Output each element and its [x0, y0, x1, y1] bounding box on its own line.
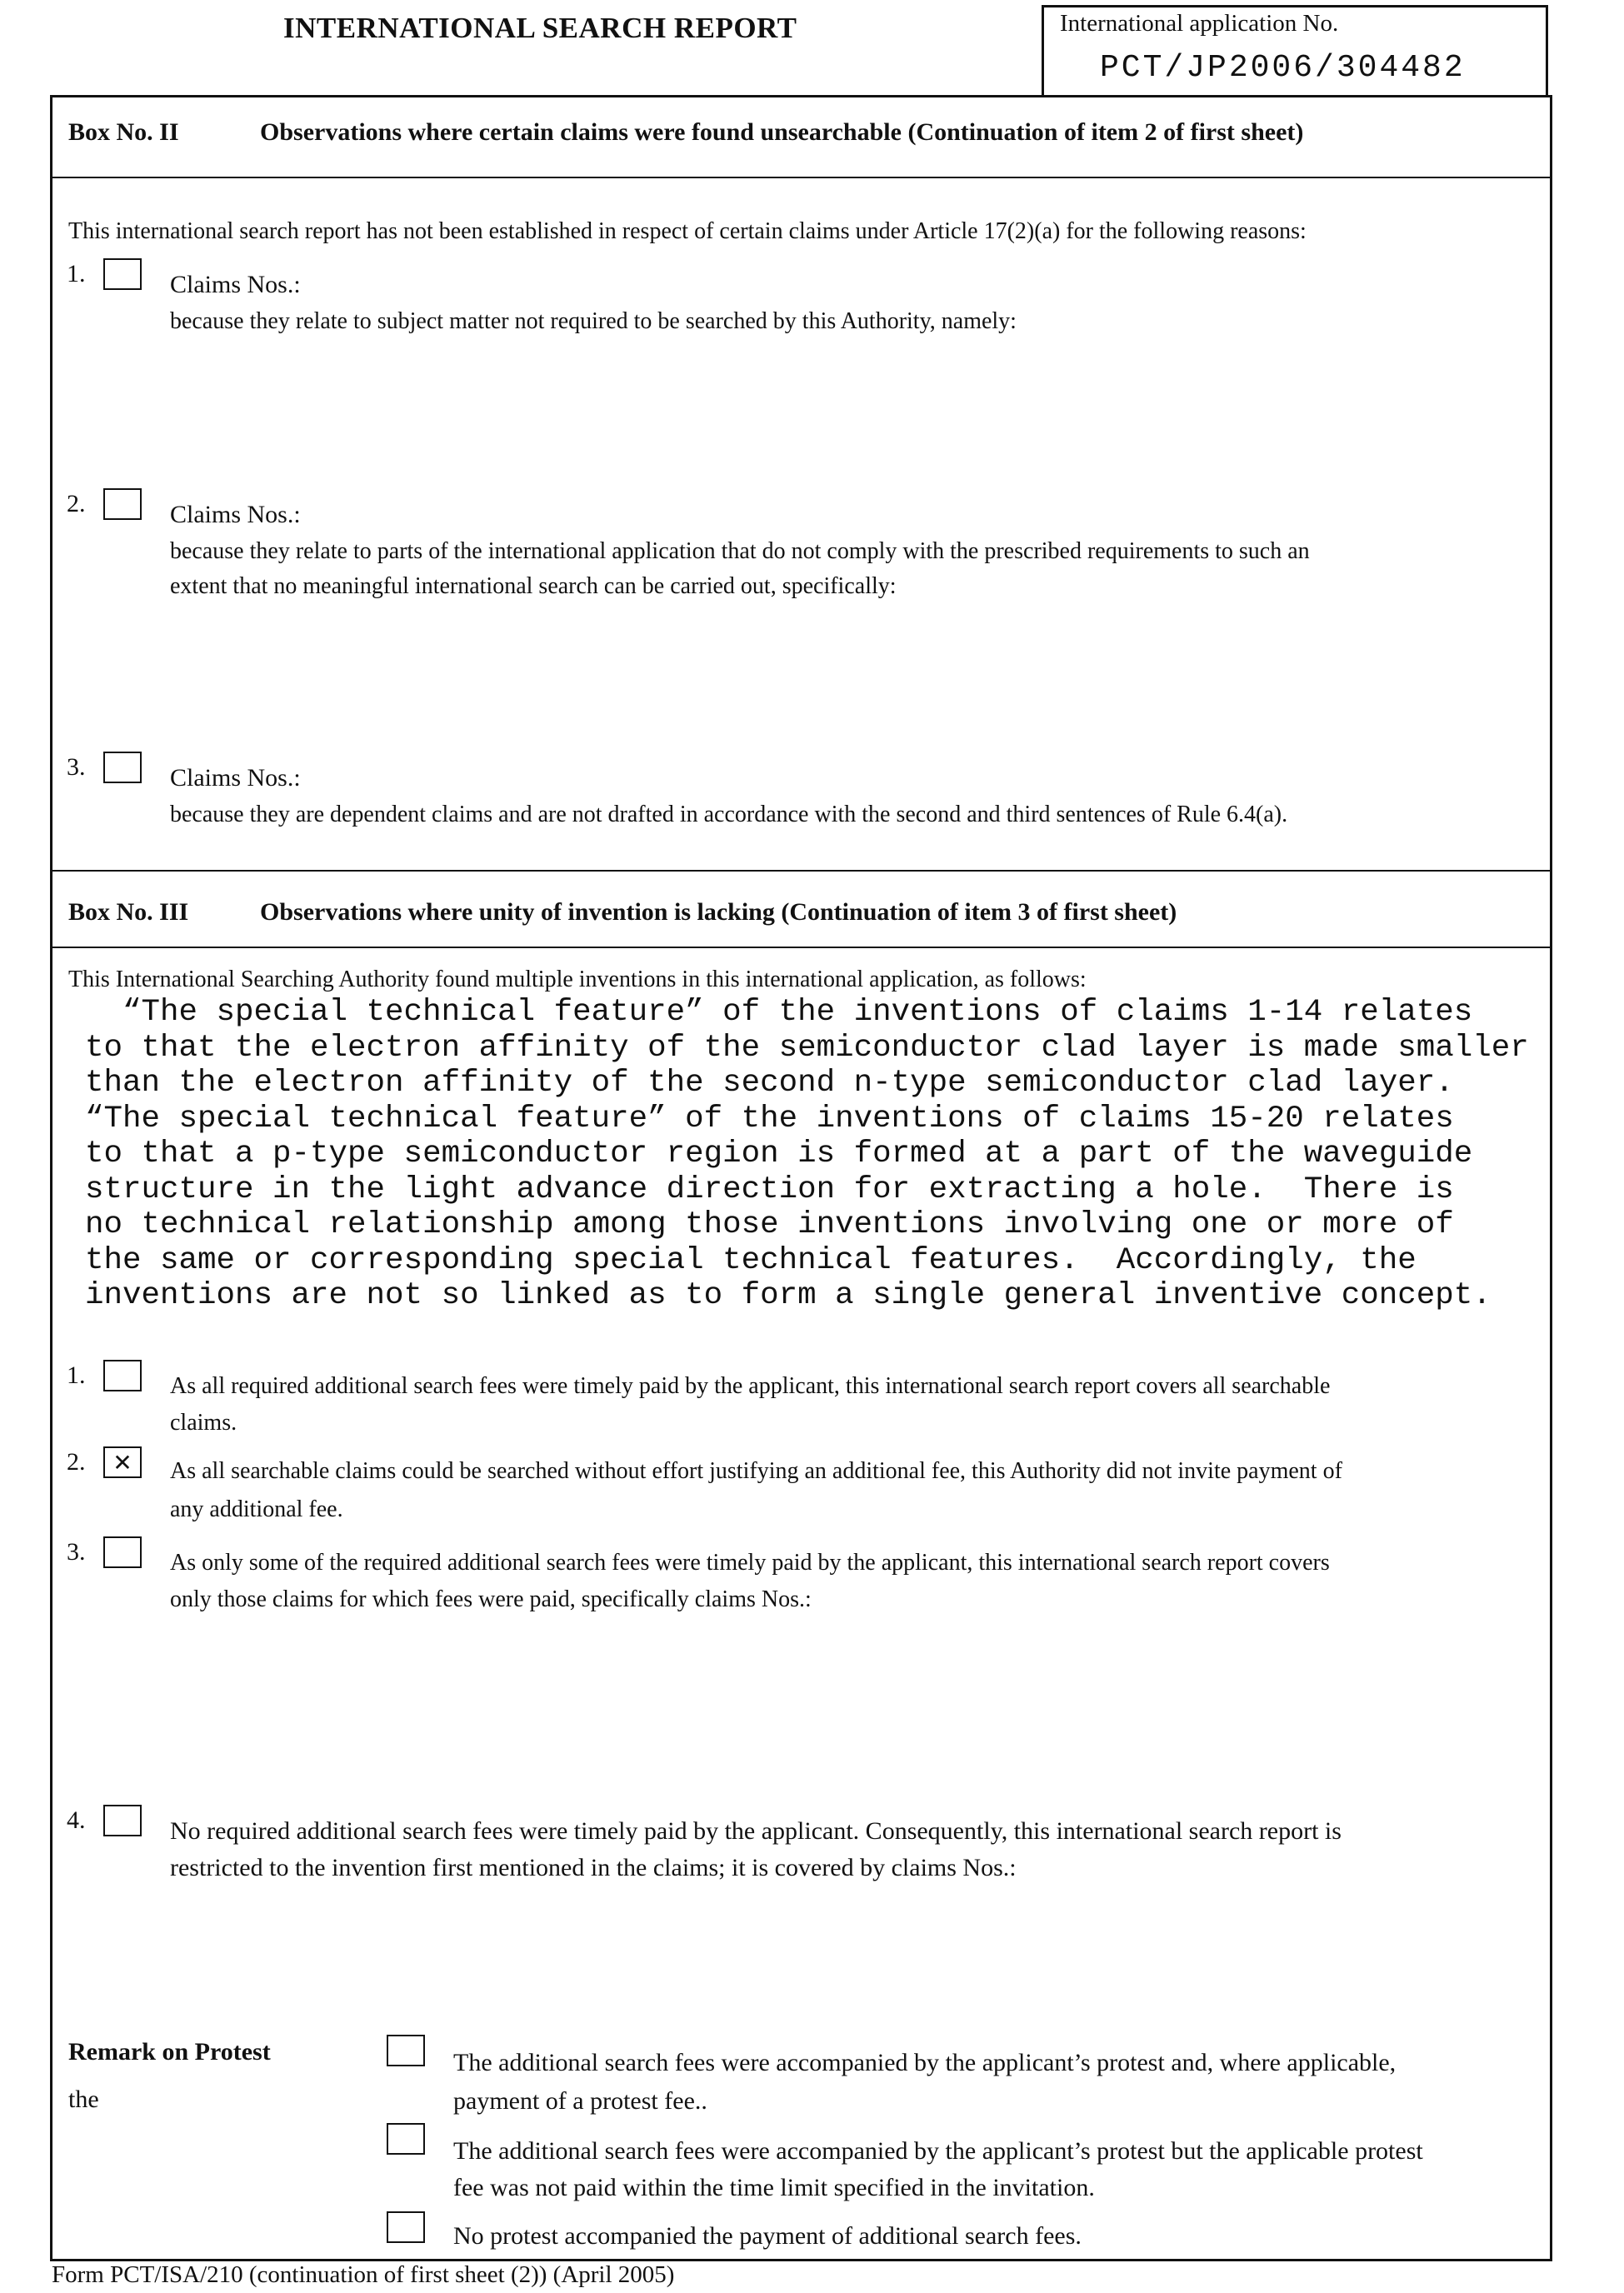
box3-item-number: 1. [67, 1361, 86, 1389]
protest-option-text: The additional search fees were accompanied by the applicant’s protest but the applicable protest [453, 2137, 1423, 2165]
box2-item-number: 2. [67, 490, 86, 517]
check-x-icon: ✕ [112, 1448, 132, 1476]
observation-line: structure in the light advance direction for extracting a hole. There is [85, 1171, 1454, 1207]
box3-title: Observations where unity of invention is lacking (Continuation of item 3 of first sheet) [260, 898, 1177, 926]
box3-item-number: 4. [67, 1806, 86, 1834]
box2-intro: This international search report has not been established in respect of certain claims under Article 17(2)(a) for the following reasons: [68, 218, 1307, 244]
box3-item-text: only those claims for which fees were paid, specifically claims Nos.: [170, 1586, 812, 1612]
observation-line: “The special technical feature” of the inventions of claims 1-14 relates [85, 995, 1473, 1030]
box3-item-number: 2. [67, 1448, 86, 1476]
box2-item-number: 3. [67, 753, 86, 781]
box3-item3-checkbox[interactable] [103, 1536, 142, 1568]
observation-line: the same or corresponding special technical features. Accordingly, the [85, 1242, 1417, 1278]
form-footer: Form PCT/ISA/210 (continuation of first sheet (2)) (April 2005) [52, 2261, 675, 2288]
box2-item-heading: Claims Nos.: [170, 764, 301, 792]
divider-box3-start [50, 870, 1552, 872]
observation-line: inventions are not so linked as to form a single general inventive concept. [85, 1278, 1492, 1313]
box3-label: Box No. III [68, 898, 189, 926]
protest-option1-checkbox[interactable] [387, 2035, 425, 2066]
box3-item1-checkbox[interactable] [103, 1360, 142, 1391]
box2-item-number: 1. [67, 260, 86, 287]
divider-box2-header [50, 177, 1552, 178]
observation-line: “The special technical feature” of the inventions of claims 15-20 relates [85, 1101, 1454, 1137]
box2-item-text: because they relate to parts of the international application that do not comply with the prescribed requirements to such an [170, 538, 1310, 564]
report-title: INTERNATIONAL SEARCH REPORT [283, 12, 797, 44]
protest-option-text: The additional search fees were accompanied by the applicant’s protest and, where applicable, [453, 2049, 1397, 2076]
unity-observation [85, 995, 1529, 1314]
observation-line: to that the electron affinity of the semiconductor clad layer is made smaller [85, 1030, 1529, 1066]
box2-item2-checkbox[interactable] [103, 488, 142, 520]
protest-option-text: No protest accompanied the payment of additional search fees. [453, 2222, 1082, 2250]
box3-item-text: As only some of the required additional search fees were timely paid by the applicant, this international search report covers [170, 1550, 1330, 1576]
box3-intro: This International Searching Authority found multiple inventions in this international application, as follows: [68, 967, 1087, 992]
box3-item-text: No required additional search fees were timely paid by the applicant. Consequently, this international search report is [170, 1817, 1342, 1845]
protest-option3-checkbox[interactable] [387, 2211, 425, 2243]
box2-item-text: because they relate to subject matter not required to be searched by this Authority, namely: [170, 308, 1017, 334]
box3-item4-checkbox[interactable] [103, 1805, 142, 1836]
protest-option2-checkbox[interactable] [387, 2123, 425, 2155]
protest-option-text: fee was not paid within the time limit specified in the invitation. [453, 2174, 1095, 2201]
application-number-label: International application No. [1060, 10, 1339, 37]
protest-sublabel: the [68, 2086, 99, 2113]
box2-item1-checkbox[interactable] [103, 258, 142, 290]
box3-item-text: restricted to the invention first mentioned in the claims; it is covered by claims Nos.: [170, 1854, 1017, 1881]
box3-item-text: As all required additional search fees were timely paid by the applicant, this international search report covers all searchable [170, 1373, 1331, 1399]
box2-item-text: extent that no meaningful international search can be carried out, specifically: [170, 573, 897, 599]
box2-item-heading: Claims Nos.: [170, 501, 301, 528]
protest-label: Remark on Protest [68, 2038, 271, 2066]
observation-line: than the electron affinity of the second n-type semiconductor clad layer. [85, 1066, 1454, 1101]
divider-box3-header [50, 947, 1552, 948]
box3-item-text: As all searchable claims could be searched without effort justifying an additional fee, this Authority did not invite payment of [170, 1458, 1342, 1484]
application-number: PCT/JP2006/304482 [1100, 50, 1466, 86]
protest-option-text: payment of a protest fee.. [453, 2087, 707, 2115]
observation-line: no technical relationship among those inventions involving one or more of [85, 1207, 1454, 1242]
observation-line: to that a p-type semiconductor region is formed at a part of the waveguide [85, 1137, 1473, 1171]
box3-item2-checkbox[interactable] [103, 1446, 142, 1478]
box3-item-number: 3. [67, 1538, 86, 1566]
box2-item-text: because they are dependent claims and are not drafted in accordance with the second and third sentences of Rule 6.4(a). [170, 802, 1288, 827]
box2-label: Box No. II [68, 118, 179, 146]
box2-title: Observations where certain claims were found unsearchable (Continuation of item 2 of first sheet) [260, 118, 1304, 146]
box2-item3-checkbox[interactable] [103, 752, 142, 783]
box3-item-text: any additional fee. [170, 1496, 343, 1522]
box3-item-text: claims. [170, 1410, 237, 1436]
box2-item-heading: Claims Nos.: [170, 271, 301, 298]
